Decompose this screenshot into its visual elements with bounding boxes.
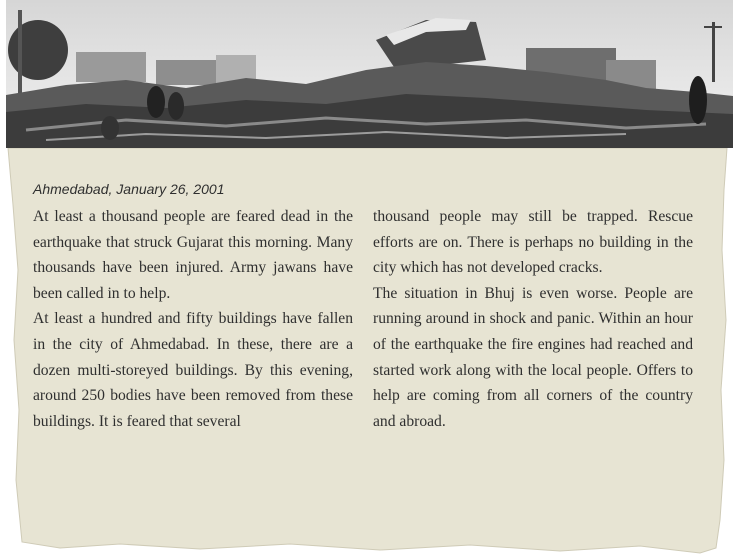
article-column-right: [373, 204, 693, 434]
article-paragraph: The situation in Bhuj is even worse. People are running around in shock and panic. Within an hour of the earthquake the fire engines had reached and started work along with the local people. Offers to help are coming from all corners of the country and abroad.: [373, 284, 693, 430]
article-paragraph: At least a thousand people are feared dead in the earthquake that struck Gujarat this morning. Many thousands have been injured. Army jawans have been called in to help.: [33, 208, 353, 302]
article-column-left: [33, 204, 353, 434]
article-paragraph: thousand people may still be trapped. Rescue efforts are on. There is perhaps no building in the city which has not developed cracks.: [373, 208, 693, 277]
article-paragraph: At least a hundred and fifty buildings have fallen in the city of Ahmedabad. In these, there are a dozen multi-storeyed buildings. By this evening, around 250 bodies have been removed from these buildings. It is feared that several: [33, 310, 353, 430]
article-dateline: Ahmedabad, January 26, 2001: [33, 181, 225, 197]
earthquake-rubble-photo: [6, 0, 733, 148]
news-article: [33, 178, 713, 434]
